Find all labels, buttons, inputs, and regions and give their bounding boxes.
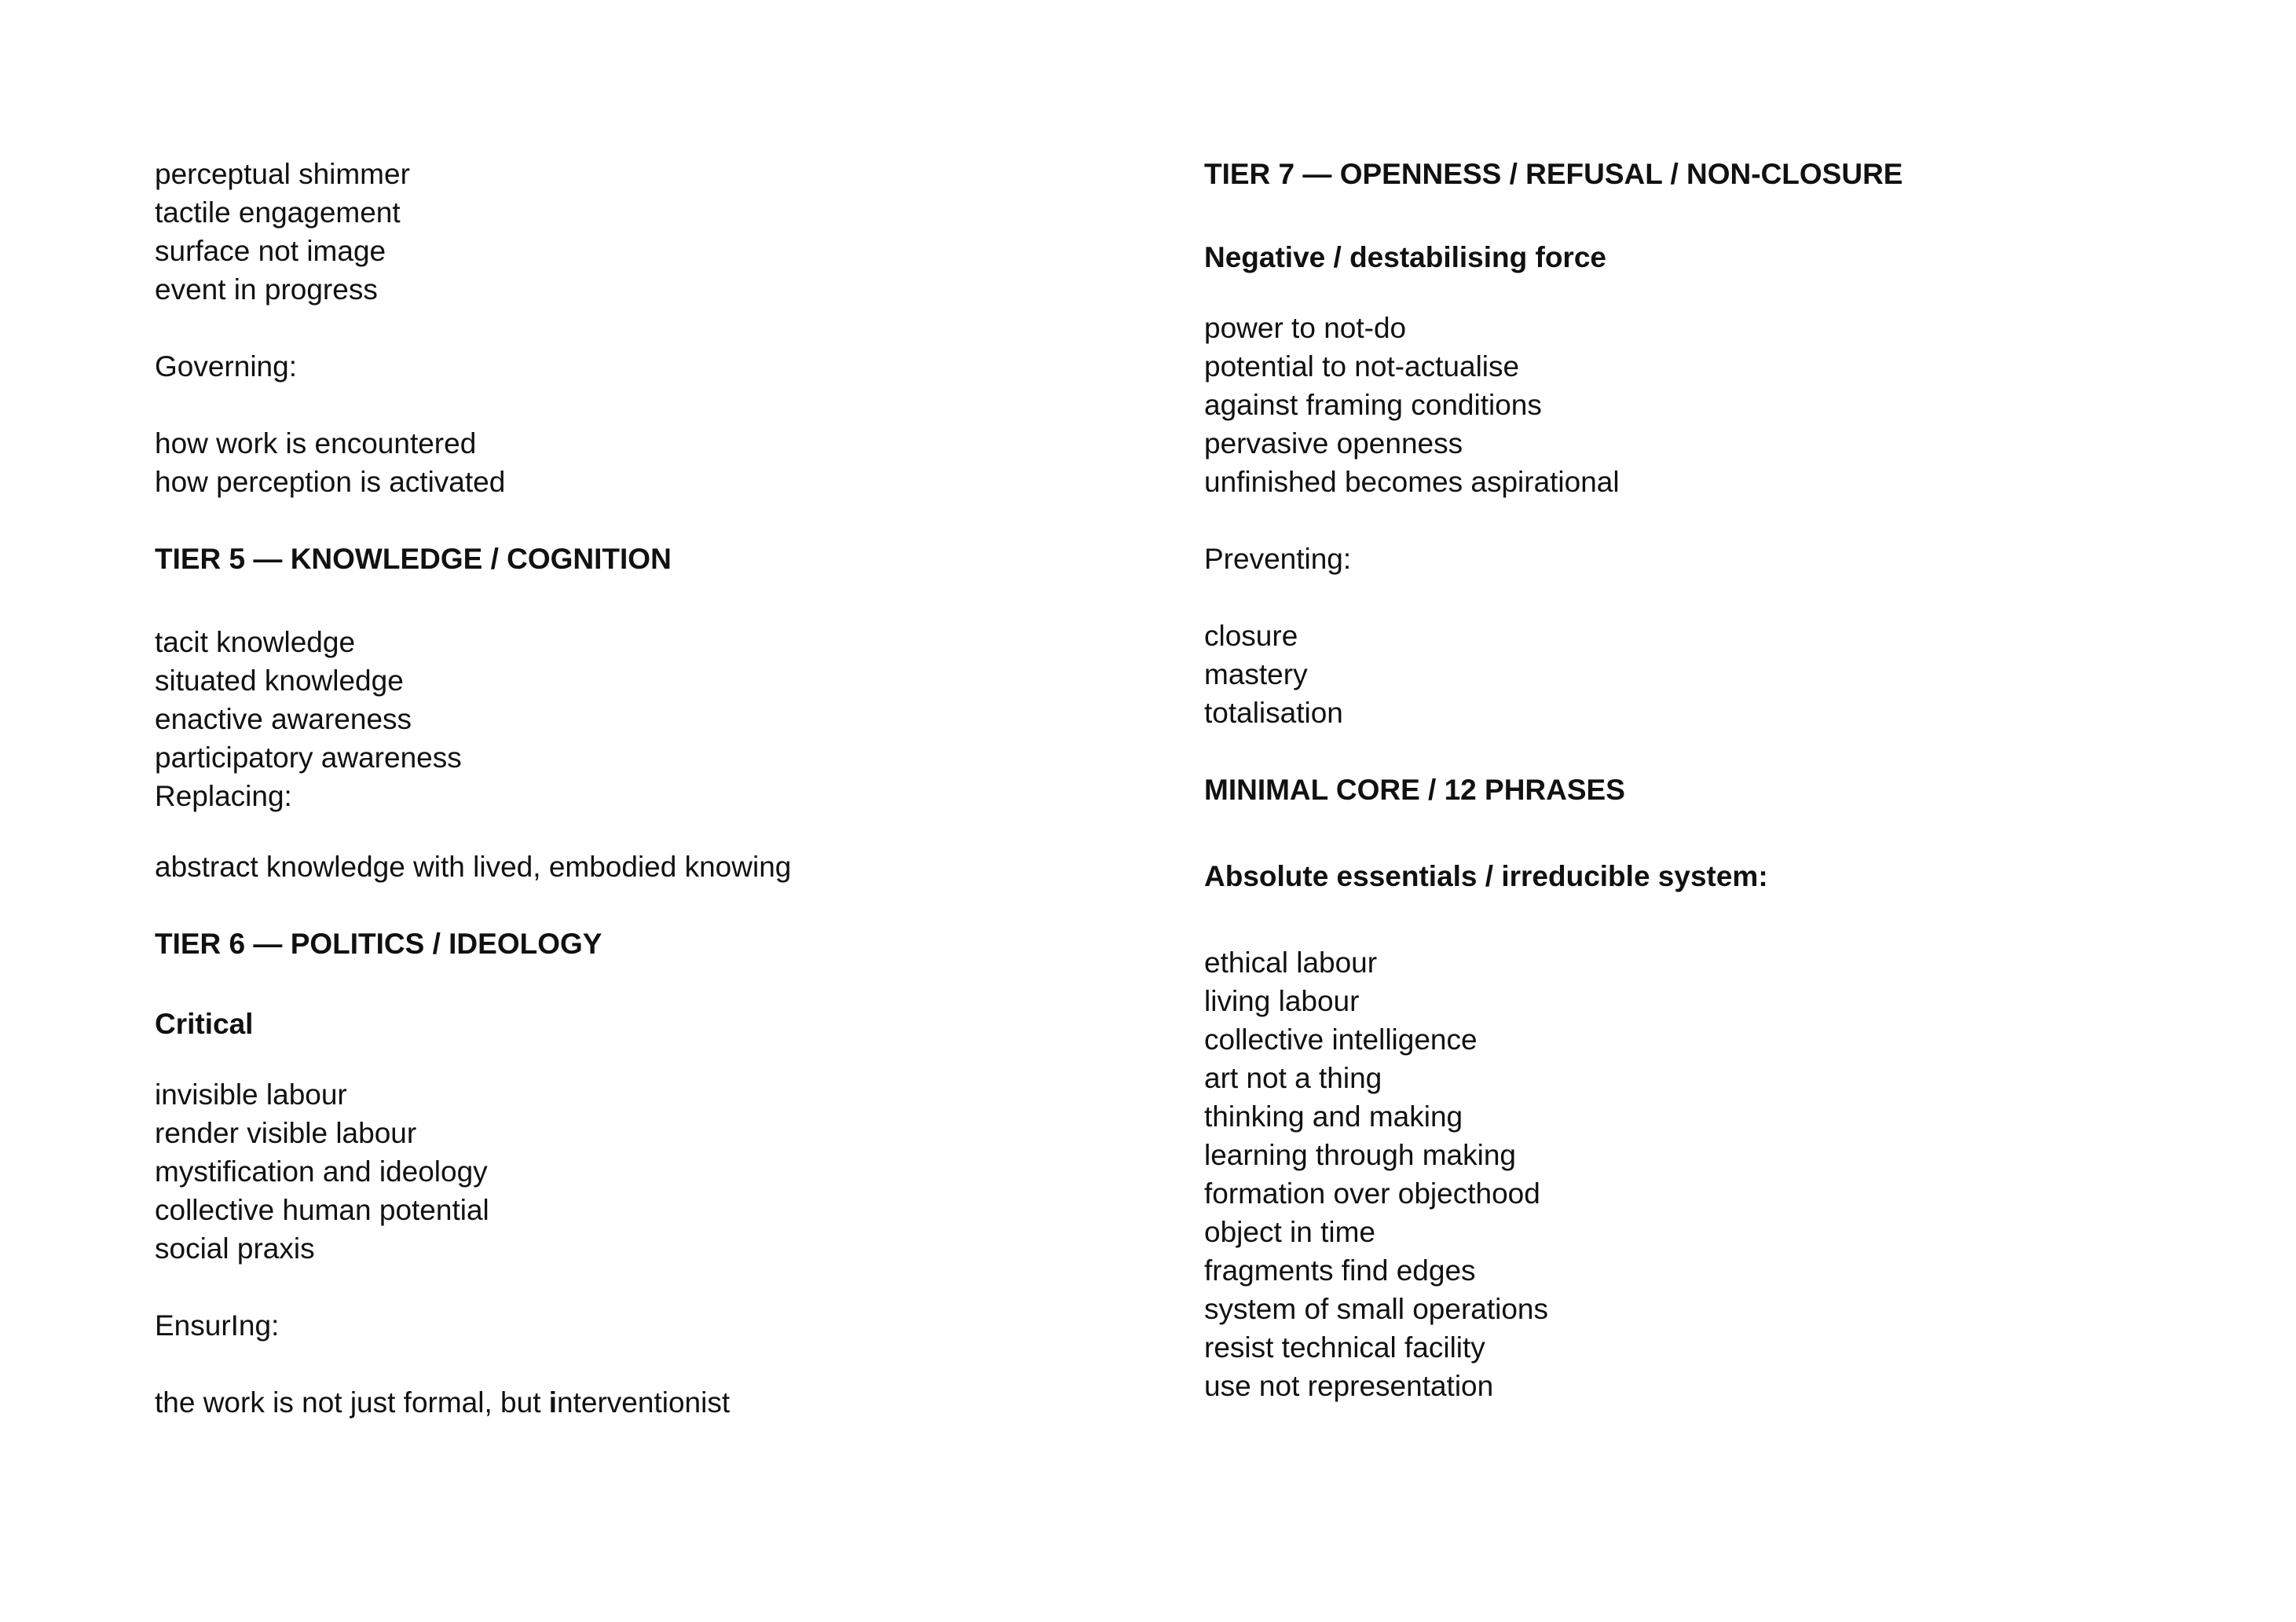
list-item: tacit knowledge: [155, 626, 356, 658]
list-item: collective human potential: [155, 1194, 489, 1226]
list-item: collective intelligence: [1204, 1023, 1478, 1056]
replacing-label: Replacing:: [155, 780, 292, 812]
governing-label: Governing:: [155, 350, 297, 383]
tier6-subheading: Critical: [155, 1008, 254, 1040]
ensuring-text-part: the work is not just formal, but: [155, 1386, 549, 1419]
perception-list: [155, 155, 1137, 309]
list-item: formation over objecthood: [1204, 1177, 1540, 1210]
list-item: fragments find edges: [1204, 1254, 1476, 1287]
tier6-list: [155, 1075, 1137, 1268]
list-item: social praxis: [155, 1232, 315, 1265]
core-subheading: Absolute essentials / irreducible system:: [1204, 860, 1768, 892]
tier7-heading: TIER 7 — OPENNESS / REFUSAL / NON-CLOSURE: [1204, 158, 1903, 190]
replacing-text: abstract knowledge with lived, embodied knowing: [155, 851, 792, 883]
right-column: [1204, 155, 2186, 1405]
ensuring-label: EnsurIng:: [155, 1309, 280, 1342]
ensuring-text: [155, 1383, 1137, 1422]
list-item: against framing conditions: [1204, 389, 1542, 421]
list-item: object in time: [1204, 1216, 1375, 1248]
list-item: system of small operations: [1204, 1293, 1549, 1325]
list-item: pervasive openness: [1204, 427, 1463, 460]
list-item: unfinished becomes aspirational: [1204, 466, 1620, 498]
tier6-heading: TIER 6 — POLITICS / IDEOLOGY: [155, 928, 602, 960]
list-item: use not representation: [1204, 1370, 1494, 1402]
list-item: invisible labour: [155, 1078, 347, 1111]
left-column: [155, 155, 1137, 1422]
list-item: how perception is activated: [155, 466, 506, 498]
list-item: totalisation: [1204, 697, 1343, 729]
list-item: situated knowledge: [155, 665, 404, 697]
ensuring-text-bold-letter: i: [548, 1386, 558, 1419]
list-item: potential to not-actualise: [1204, 350, 1520, 383]
list-item: closure: [1204, 620, 1298, 652]
tier7-list: [1204, 309, 2186, 501]
list-item: ethical labour: [1204, 946, 1378, 979]
list-item: enactive awareness: [155, 703, 412, 735]
governing-list: [155, 424, 1137, 501]
list-item: event in progress: [155, 273, 378, 306]
tier5-heading: TIER 5 — KNOWLEDGE / COGNITION: [155, 543, 672, 575]
preventing-list: [1204, 617, 2186, 732]
list-item: render visible labour: [155, 1117, 417, 1149]
tier7-subheading: Negative / destabilising force: [1204, 241, 1606, 273]
ensuring-text-part: nterventionist: [557, 1386, 731, 1419]
list-item: learning through making: [1204, 1139, 1516, 1171]
list-item: how work is encountered: [155, 427, 477, 460]
list-item: resist technical facility: [1204, 1331, 1485, 1364]
list-item: mastery: [1204, 658, 1308, 690]
list-item: mystification and ideology: [155, 1155, 488, 1188]
list-item: perceptual shimmer: [155, 158, 410, 190]
preventing-label: Preventing:: [1204, 543, 1352, 575]
list-item: power to not-do: [1204, 312, 1407, 344]
list-item: participatory awareness: [155, 741, 462, 774]
list-item: tactile engagement: [155, 196, 401, 229]
list-item: art not a thing: [1204, 1062, 1382, 1094]
core-heading: MINIMAL CORE / 12 PHRASES: [1204, 774, 1625, 806]
tier5-list: [155, 623, 1137, 777]
list-item: living labour: [1204, 985, 1360, 1017]
list-item: thinking and making: [1204, 1100, 1463, 1133]
list-item: surface not image: [155, 235, 386, 267]
core-list: [1204, 943, 2186, 1405]
